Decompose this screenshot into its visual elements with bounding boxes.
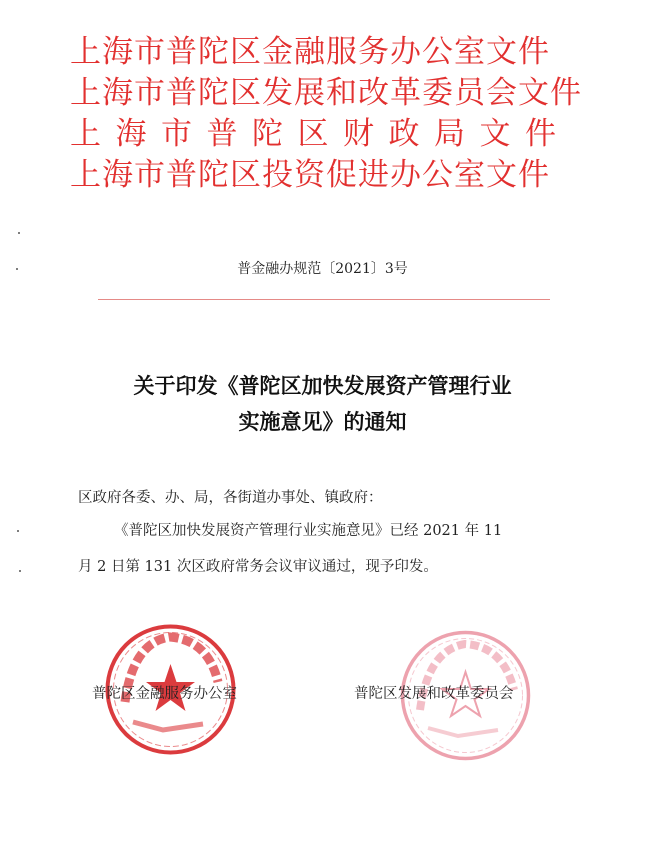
issuer-line: 上海市普陀区发展和改革委员会文件 [70,75,582,111]
salutation: 区政府各委、办、局，各街道办事处、镇政府： [78,490,383,506]
document-number: 普金融办规范〔2021〕3号 [237,261,408,277]
red-divider [98,299,550,300]
issuer-line: 上海市普陀区财政局文件 [70,116,571,152]
body-paragraph-line: 月 2 日第 131 次区政府常务会议审议通过，现予印发。 [78,559,438,575]
scan-speck [19,570,21,572]
scan-speck [16,268,18,270]
document-title-line: 关于印发《普陀区加快发展资产管理行业 [133,373,512,398]
issuer-line: 上海市普陀区金融服务办公室文件 [70,34,550,70]
issuer-line: 上海市普陀区投资促进办公室文件 [70,157,550,193]
signature-right: 普陀区发展和改革委员会 [354,686,514,702]
scan-speck [18,232,20,234]
document-title-line: 实施意见》的通知 [238,409,407,434]
signature-left: 普陀区金融服务办公室 [92,686,237,702]
issuer-header [70,32,580,196]
body-paragraph-line: 《普陀区加快发展资产管理行业实施意见》已经 2021 年 11 [114,523,503,539]
scan-speck [17,530,19,532]
